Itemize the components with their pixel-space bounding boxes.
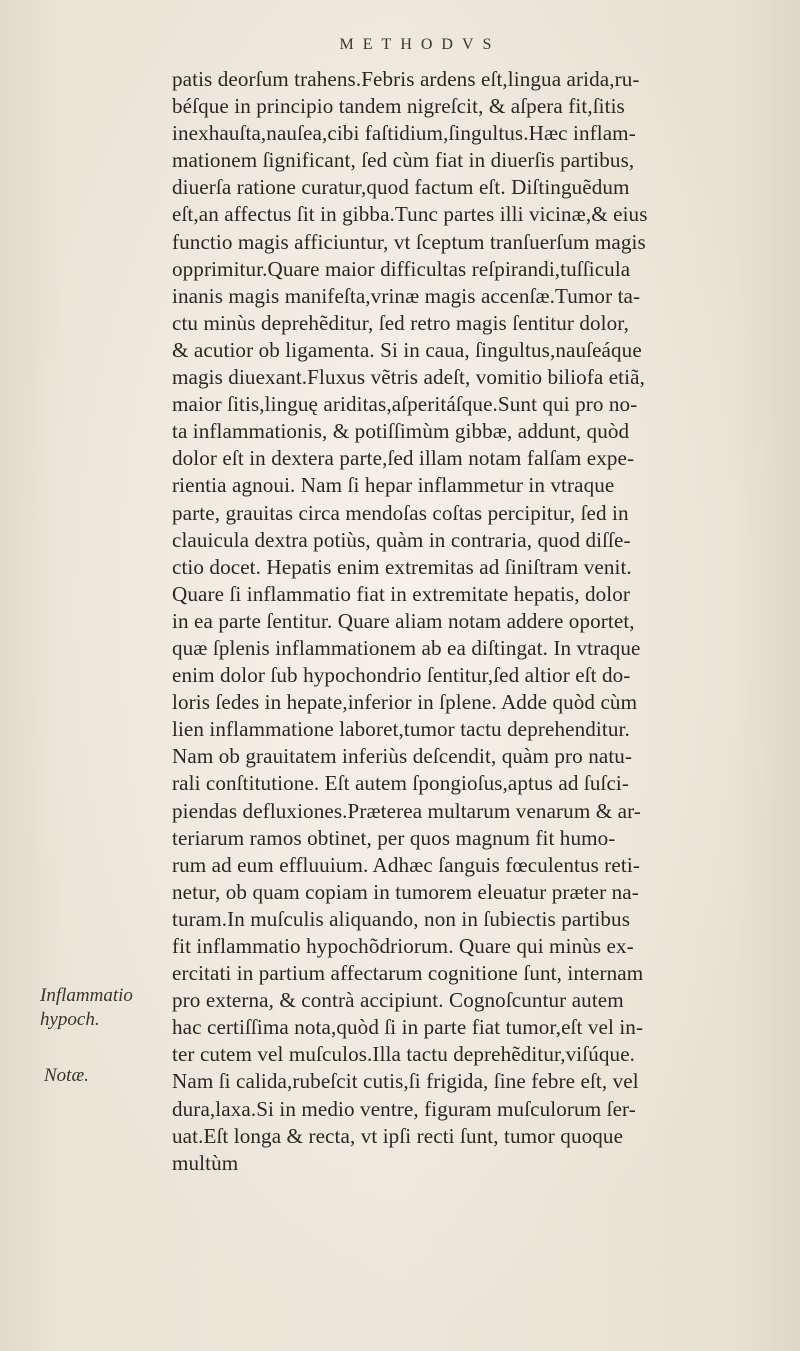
text-line: magis diuexant.Fluxus vẽtris adeſt, vomitio biliofa etiã, — [172, 365, 645, 390]
text-line: Quare ſi inflammatio fiat in extremitate hepatis, dolor — [172, 581, 631, 606]
text-line: patis deorſum trahens.Febris ardens eſt,lingua arida,ru- — [172, 67, 640, 91]
text-line: parte, grauitas circa mendoſas coſtas percipitur, ſed in — [172, 500, 629, 525]
text-line: enim dolor ſub hypochondrio ſentitur,ſed altior eſt do- — [172, 663, 631, 688]
text-line: ctu minùs deprehẽditur, ſed retro magis ſentitur dolor, — [172, 310, 629, 335]
text-line: loris ſedes in hepate,inferior in ſplene. Adde quòd cùm — [172, 690, 638, 715]
text-line: ta inflammationis, & potiſſimùm gibbæ, addunt, quòd — [172, 419, 630, 444]
text-line: rum ad eum effluuium. Adhæc ſanguis fœculentus reti- — [172, 852, 640, 877]
text-line: diuerſa ratione curatur,quod factum eſt. Diſtinguẽdum — [172, 175, 630, 200]
text-line: ercitati in partium affectarum cognitione ſunt, internam — [172, 961, 644, 986]
text-line: lien inflammatione laboret,tumor tactu deprehenditur. — [172, 717, 630, 742]
text-line: uat.Eſt longa & recta, vt ipſi recti ſunt, tumor quoque — [172, 1123, 624, 1148]
margin-note-inflammatio — [40, 984, 133, 1032]
text-line: ter cutem vel muſculos.Illa tactu deprehẽditur,viſúque. — [172, 1042, 636, 1067]
text-line: clauicula dextra potiùs, quàm in contraria, quod diſſe- — [172, 527, 631, 552]
text-line: rali conſtitutione. Eſt autem ſpongioſus,aptus ad ſuſci- — [172, 771, 630, 796]
margin-note-line: hypoch. — [40, 1009, 100, 1030]
text-line: Nam ob grauitatem inferiùs deſcendit, quàm pro natu- — [172, 744, 633, 769]
text-line: inexhauſta,nauſea,cibi faſtidium,ſingultus.Hæc inflam- — [172, 121, 636, 146]
margin-note-line: Inflammatio — [40, 985, 133, 1006]
text-line: multùm — [172, 1150, 239, 1175]
text-line: quæ ſplenis inflammationem ab ea diſtingat. In vtraque — [172, 635, 641, 660]
text-line: maior ſitis,linguę ariditas,aſperitáſque.Sunt qui pro no- — [172, 392, 638, 417]
text-line: functio magis afficiuntur, vt ſceptum tranſuerſum magis — [172, 229, 646, 254]
text-line: eſt,an affectus ſit in gibba.Tunc partes illi vicinæ,& eius — [172, 202, 648, 227]
text-line: béſque in principio tandem nigreſcit, & aſpera fit,ſitis — [172, 94, 625, 119]
text-line: & acutior ob ligamenta. Si in caua, ſingultus,nauſeáque — [172, 337, 642, 362]
text-line: in ea parte ſentitur. Quare aliam notam addere oportet, — [172, 608, 635, 633]
text-line: netur, ob quam copiam in tumorem eleuatur præter na- — [172, 879, 639, 904]
text-line: inanis magis manifeſta,vrinæ magis accenſæ.Tumor ta- — [172, 283, 641, 308]
text-line: turam.In muſculis aliquando, non in ſubiectis partibus — [172, 906, 631, 931]
text-line: teriarum ramos obtinet, per quos magnum fit humo- — [172, 825, 616, 850]
text-line: dura,laxa.Si in medio ventre, figuram muſculorum ſer- — [172, 1096, 636, 1121]
margin-note-notae: Notæ. — [44, 1065, 89, 1086]
text-line: ctio docet. Hepatis enim extremitas ad ſiniſtram venit. — [172, 554, 632, 579]
text-line: Nam ſi calida,rubeſcit cutis,ſi frigida, ſine febre eſt, vel — [172, 1069, 639, 1094]
text-line: mationem ſignificant, ſed cùm fiat in diuerſis partibus, — [172, 148, 635, 173]
running-head: METHODVS — [339, 36, 501, 53]
text-line: hac certiſſima nota,quòd ſi in parte fiat tumor,eſt vel in- — [172, 1015, 644, 1040]
text-line: pro externa, & contrà accipiunt. Cognoſcuntur autem — [172, 988, 624, 1013]
text-line: piendas defluxiones.Præterea multarum venarum & ar- — [172, 798, 641, 823]
body-text — [172, 66, 792, 1177]
text-line: rientia agnoui. Nam ſi hepar inflammetur in vtraque — [172, 473, 615, 498]
text-line: fit inflammatio hypochõdriorum. Quare qui minùs ex- — [172, 934, 634, 958]
text-line: opprimitur.Quare maior difficultas reſpirandi,tuſſicula — [172, 256, 631, 281]
text-line: dolor eſt in dextera parte,ſed illam notam falſam expe- — [172, 446, 635, 471]
